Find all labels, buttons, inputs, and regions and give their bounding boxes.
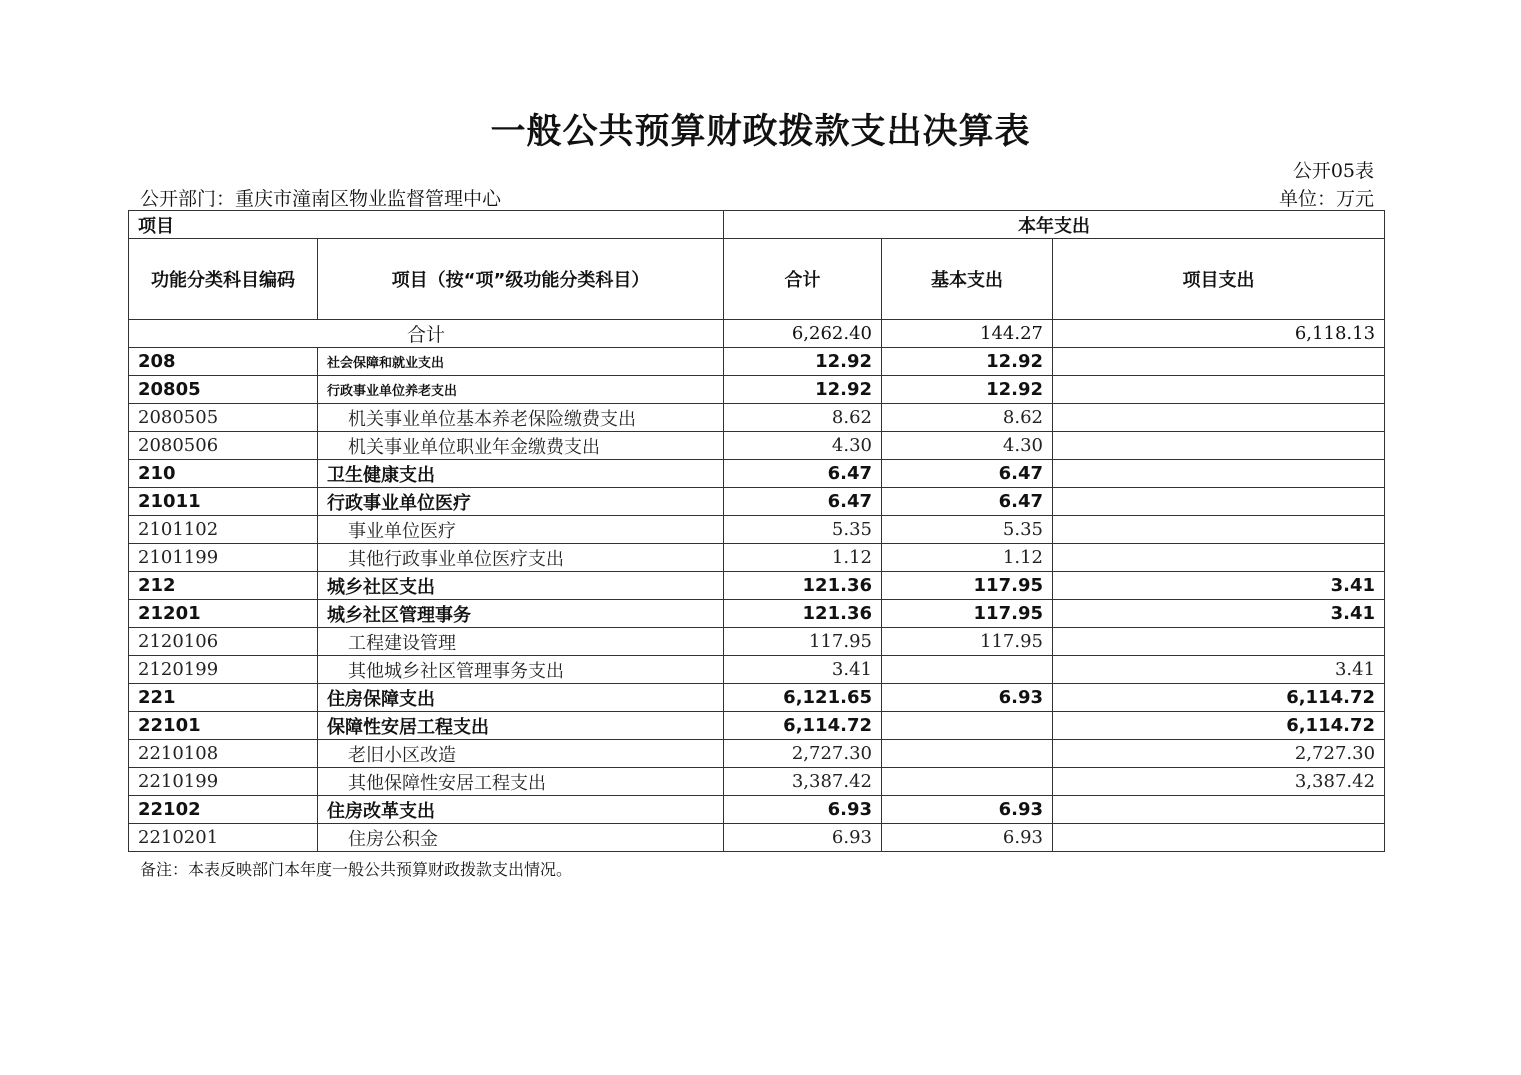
row-total: 8.62 [724, 404, 882, 432]
row-code: 2101199 [129, 544, 318, 572]
row-total: 6.93 [724, 796, 882, 824]
row-code: 22102 [129, 796, 318, 824]
header-row-1 [129, 211, 1385, 239]
row-basic [882, 712, 1053, 740]
table-row [129, 768, 1385, 796]
unit-label: 单位：万元 [1278, 188, 1374, 210]
total-row [129, 320, 1385, 348]
row-code: 2210108 [129, 740, 318, 768]
row-basic [882, 740, 1053, 768]
row-project [1053, 544, 1385, 572]
row-project [1053, 488, 1385, 516]
row-code: 2080506 [129, 432, 318, 460]
row-basic: 6.93 [882, 796, 1053, 824]
row-code: 20805 [129, 376, 318, 404]
row-name: 保障性安居工程支出 [318, 712, 724, 740]
row-total: 6.93 [724, 824, 882, 852]
table-row [129, 656, 1385, 684]
table-row [129, 796, 1385, 824]
row-name: 住房改革支出 [318, 796, 724, 824]
row-name: 城乡社区支出 [318, 572, 724, 600]
row-code: 2210199 [129, 768, 318, 796]
total-row-label: 合计 [129, 320, 724, 348]
row-name: 其他行政事业单位医疗支出 [318, 544, 724, 572]
row-project [1053, 824, 1385, 852]
row-basic: 117.95 [882, 600, 1053, 628]
row-total: 117.95 [724, 628, 882, 656]
row-total: 6.47 [724, 488, 882, 516]
row-project: 3.41 [1053, 600, 1385, 628]
row-name: 行政事业单位养老支出 [318, 376, 724, 404]
table-row [129, 740, 1385, 768]
table-row [129, 824, 1385, 852]
row-code: 2080505 [129, 404, 318, 432]
table-row [129, 712, 1385, 740]
row-basic: 117.95 [882, 572, 1053, 600]
row-name: 住房公积金 [318, 824, 724, 852]
row-total: 121.36 [724, 600, 882, 628]
row-project [1053, 432, 1385, 460]
header-row-2 [129, 239, 1385, 320]
header-name: 项目（按“项”级功能分类科目） [318, 239, 724, 320]
row-code: 2120199 [129, 656, 318, 684]
total-row-project: 6,118.13 [1053, 320, 1385, 348]
row-project [1053, 376, 1385, 404]
row-basic: 117.95 [882, 628, 1053, 656]
row-project [1053, 516, 1385, 544]
footnote: 备注：本表反映部门本年度一般公共预算财政拨款支出情况。 [140, 860, 573, 879]
row-name: 行政事业单位医疗 [318, 488, 724, 516]
table-row [129, 544, 1385, 572]
row-basic: 12.92 [882, 348, 1053, 376]
row-name: 其他城乡社区管理事务支出 [318, 656, 724, 684]
total-row-total: 6,262.40 [724, 320, 882, 348]
table-row [129, 488, 1385, 516]
row-total: 1.12 [724, 544, 882, 572]
row-basic [882, 768, 1053, 796]
row-code: 208 [129, 348, 318, 376]
table-row [129, 600, 1385, 628]
row-total: 4.30 [724, 432, 882, 460]
row-basic: 4.30 [882, 432, 1053, 460]
table-row [129, 348, 1385, 376]
row-name: 城乡社区管理事务 [318, 600, 724, 628]
row-total: 12.92 [724, 376, 882, 404]
row-project: 2,727.30 [1053, 740, 1385, 768]
row-name: 其他保障性安居工程支出 [318, 768, 724, 796]
row-basic: 1.12 [882, 544, 1053, 572]
form-code: 公开05表 [1292, 160, 1374, 182]
row-project: 3.41 [1053, 572, 1385, 600]
row-total: 6,114.72 [724, 712, 882, 740]
row-project: 6,114.72 [1053, 712, 1385, 740]
header-project: 项目 [129, 211, 724, 239]
row-name: 机关事业单位职业年金缴费支出 [318, 432, 724, 460]
row-code: 21201 [129, 600, 318, 628]
row-name: 工程建设管理 [318, 628, 724, 656]
row-total: 2,727.30 [724, 740, 882, 768]
row-basic: 6.47 [882, 460, 1053, 488]
row-basic: 6.93 [882, 824, 1053, 852]
table-row [129, 684, 1385, 712]
department-label: 公开部门：重庆市潼南区物业监督管理中心 [140, 188, 502, 210]
row-code: 212 [129, 572, 318, 600]
row-total: 12.92 [724, 348, 882, 376]
row-basic [882, 656, 1053, 684]
row-total: 3.41 [724, 656, 882, 684]
row-basic: 6.47 [882, 488, 1053, 516]
table-row [129, 404, 1385, 432]
header-total: 合计 [724, 239, 882, 320]
row-code: 2101102 [129, 516, 318, 544]
table-row [129, 376, 1385, 404]
row-total: 6.47 [724, 460, 882, 488]
row-project [1053, 348, 1385, 376]
row-total: 5.35 [724, 516, 882, 544]
row-name: 机关事业单位基本养老保险缴费支出 [318, 404, 724, 432]
row-name: 卫生健康支出 [318, 460, 724, 488]
row-project: 3.41 [1053, 656, 1385, 684]
row-code: 2120106 [129, 628, 318, 656]
row-code: 2210201 [129, 824, 318, 852]
row-basic: 12.92 [882, 376, 1053, 404]
row-project [1053, 460, 1385, 488]
row-code: 21011 [129, 488, 318, 516]
row-basic: 6.93 [882, 684, 1053, 712]
row-total: 3,387.42 [724, 768, 882, 796]
page-title: 一般公共预算财政拨款支出决算表 [490, 112, 1031, 152]
row-project [1053, 404, 1385, 432]
row-basic: 8.62 [882, 404, 1053, 432]
row-code: 22101 [129, 712, 318, 740]
row-project [1053, 796, 1385, 824]
row-name: 老旧小区改造 [318, 740, 724, 768]
row-total: 121.36 [724, 572, 882, 600]
header-code: 功能分类科目编码 [129, 239, 318, 320]
row-name: 社会保障和就业支出 [318, 348, 724, 376]
row-project: 3,387.42 [1053, 768, 1385, 796]
table-row [129, 432, 1385, 460]
total-row-basic: 144.27 [882, 320, 1053, 348]
row-name: 事业单位医疗 [318, 516, 724, 544]
table-row [129, 628, 1385, 656]
row-project: 6,114.72 [1053, 684, 1385, 712]
header-current-year: 本年支出 [724, 211, 1385, 239]
row-code: 210 [129, 460, 318, 488]
header-project-expenditure: 项目支出 [1053, 239, 1385, 320]
row-basic: 5.35 [882, 516, 1053, 544]
table-row [129, 460, 1385, 488]
header-basic: 基本支出 [882, 239, 1053, 320]
row-code: 221 [129, 684, 318, 712]
row-name: 住房保障支出 [318, 684, 724, 712]
row-total: 6,121.65 [724, 684, 882, 712]
table-row [129, 572, 1385, 600]
table-row [129, 516, 1385, 544]
row-project [1053, 628, 1385, 656]
expenditure-table [128, 210, 1385, 852]
